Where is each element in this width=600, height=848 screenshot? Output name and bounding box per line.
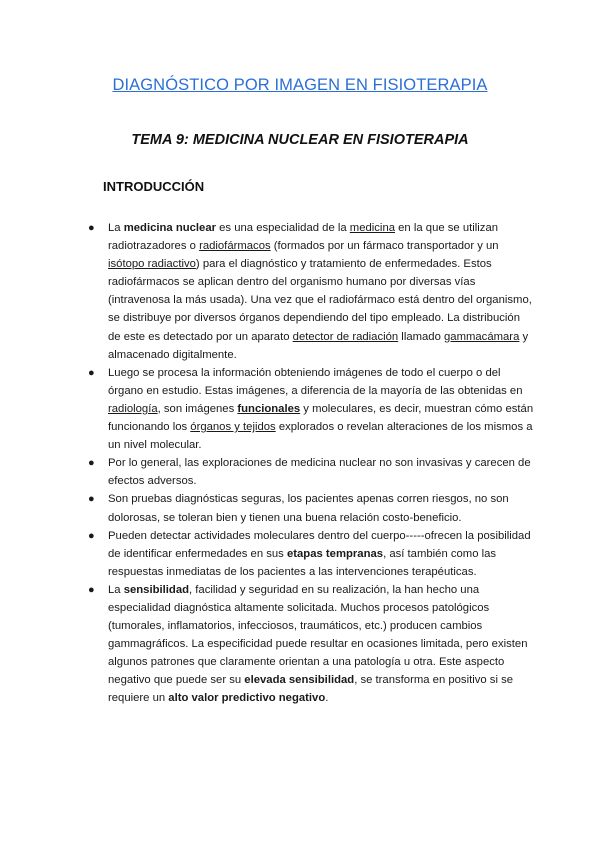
bullet-icon: ● xyxy=(88,493,95,506)
item-text: . xyxy=(325,692,329,705)
item-text: Son pruebas diagnósticas seguras, los pacientes apenas corren riesgos, no son dolorosas, se toleran bien y tienen una buena relación costo-beneficio. xyxy=(108,493,509,524)
item-text-bold: medicina nuclear xyxy=(123,222,217,234)
item-link[interactable]: medicina xyxy=(349,222,396,234)
list-item xyxy=(84,454,534,490)
item-text: , se transforma en positivo si se requiere un xyxy=(108,674,514,705)
item-text: , son imágenes xyxy=(157,402,238,415)
item-text: ) para el diagnóstico y tratamiento de enfermedades. Estos radiofármacos se aplican dentro del organismo humano por diversas vías (intravenosa la más usada). Una vez que el radiofármaco está dentro del organismo, se distribuye por diversos órganos dependiendo del tipo empleado. La distribución de este es detectado por un aparato xyxy=(108,258,532,343)
item-text: Luego se procesa la información obteniendo imágenes de todo el cuerpo o del órgano en estudio. Estas imágenes, a diferencia de la mayoría de las obtenidas en xyxy=(108,366,523,397)
document-title: DIAGNÓSTICO POR IMAGEN EN FISIOTERAPIA xyxy=(112,76,488,94)
list-item xyxy=(84,490,534,526)
item-link[interactable]: radiología xyxy=(108,402,158,415)
item-link-bold[interactable]: funcionales xyxy=(237,402,301,415)
item-link[interactable]: radiofármacos xyxy=(199,240,271,253)
section-heading: INTRODUCCIÓN xyxy=(103,179,205,194)
item-text: La xyxy=(108,222,124,234)
item-text-bold: alto valor predictivo negativo xyxy=(168,692,326,705)
bullet-icon: ● xyxy=(88,222,95,234)
item-text-bold: elevada sensibilidad xyxy=(244,674,355,687)
item-text: , así también como las respuestas inmediatas de los pacientes a las intervenciones terapéuticas. xyxy=(108,547,497,578)
bullet-icon: ● xyxy=(88,457,95,470)
item-text: explorados o revelan alteraciones de los mismos a un nivel molecular. xyxy=(108,421,533,452)
item-link[interactable]: órganos y tejidos xyxy=(190,421,276,434)
list-item xyxy=(84,364,534,454)
item-text-bold: etapas tempranas xyxy=(286,547,384,560)
item-text: es una especialidad de la xyxy=(216,222,350,234)
item-text: La xyxy=(108,583,124,596)
item-text: llamado xyxy=(398,330,445,343)
topic-subtitle: TEMA 9: MEDICINA NUCLEAR EN FISIOTERAPIA xyxy=(131,132,469,148)
item-text-bold: sensibilidad xyxy=(123,583,190,596)
item-link[interactable]: detector de radiación xyxy=(292,330,399,343)
item-text: y moleculares, es decir, muestran cómo están funcionando los xyxy=(108,402,534,434)
list-item xyxy=(84,219,534,364)
bullet-icon: ● xyxy=(88,583,95,596)
item-text: Por lo general, las exploraciones de medicina nuclear no son invasivas y carecen de efectos adversos. xyxy=(108,457,531,488)
list-item xyxy=(84,581,534,708)
list-item xyxy=(84,527,534,581)
bullet-list xyxy=(84,219,534,708)
item-text: , facilidad y seguridad en su realización, la han hecho una especialidad diagnóstica altamente solicitada. Muchos procesos patológicos (tumorales, inflamatorios, infecciosos, traumáticos, etc.) producen cambios gammagráficos. La especificidad puede resultar en ocasiones limitada, pero existen algunos patrones que claramente orientan a una patología u otra. Este aspecto negativo que puede ser su xyxy=(108,583,528,687)
item-text: (formados por un fármaco transportador y un xyxy=(270,240,499,253)
bullet-icon: ● xyxy=(88,366,95,379)
item-text: Pueden detectar actividades moleculares dentro del cuerpo-----ofrecen la posibilidad de identificar enfermedades en sus xyxy=(108,529,531,560)
bullet-icon: ● xyxy=(88,529,95,542)
item-text: en la que se utilizan radiotrazadores o xyxy=(108,222,499,253)
item-link[interactable]: gammacámara xyxy=(444,330,520,343)
item-text: y almacenado digitalmente. xyxy=(108,330,529,361)
item-link[interactable]: isótopo radiactivo xyxy=(108,258,196,271)
